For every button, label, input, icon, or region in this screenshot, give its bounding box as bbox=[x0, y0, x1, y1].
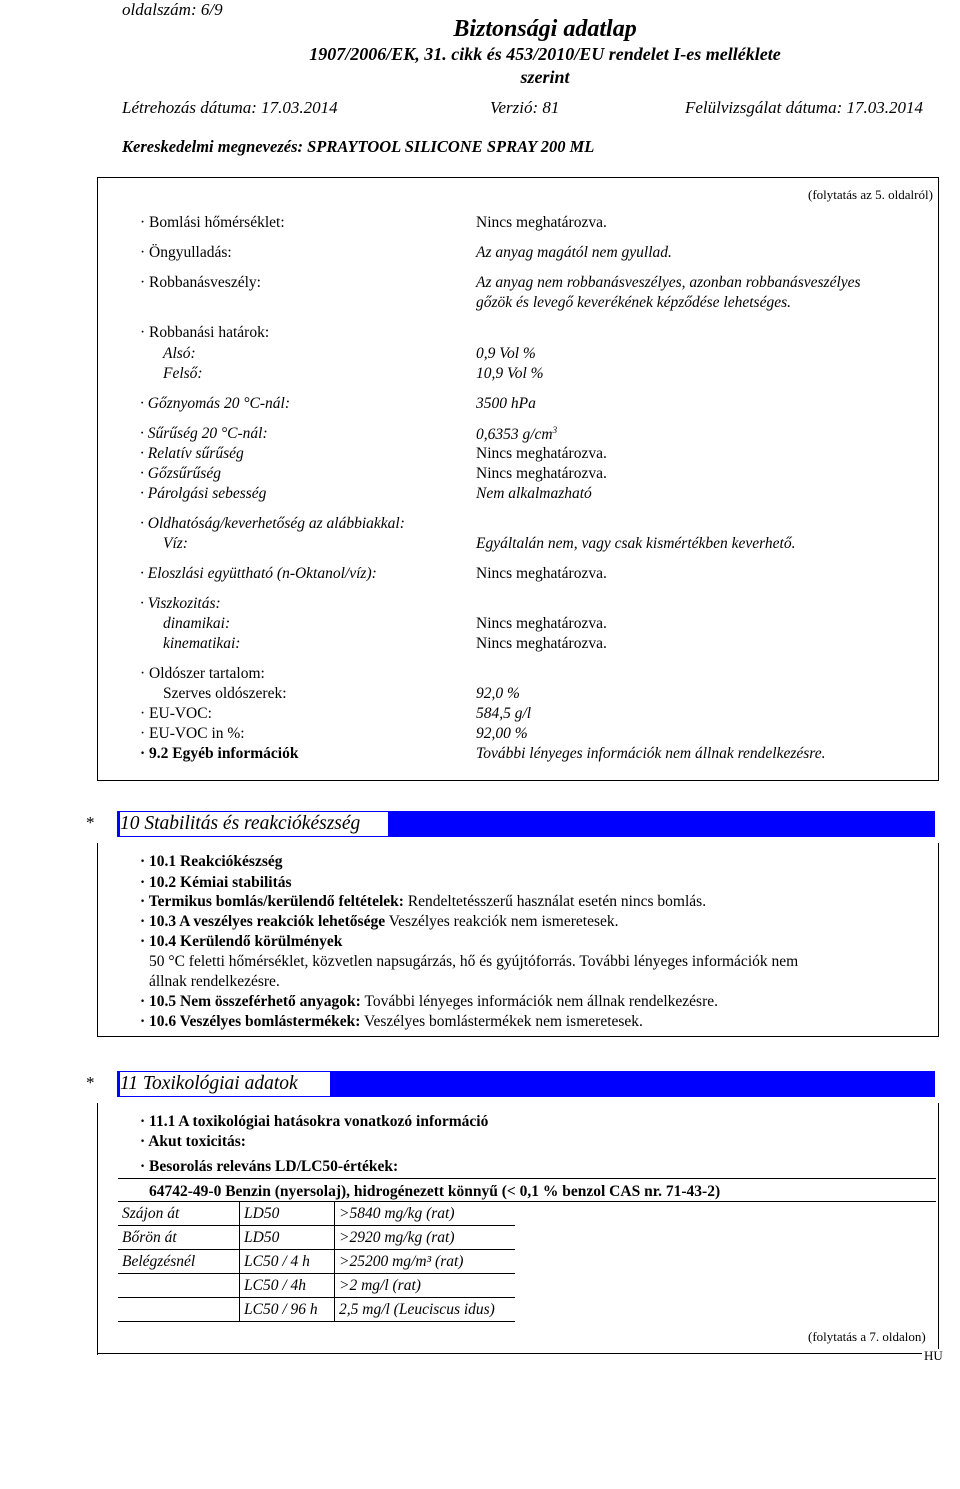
route-cell bbox=[118, 1274, 240, 1298]
prop-label: · Viszkozitás: bbox=[140, 595, 221, 612]
s10-line-bold: · 10.3 A veszélyes reakciók lehetősége bbox=[140, 913, 386, 930]
section-11-title-box bbox=[120, 1072, 330, 1096]
prop-value: Nincs meghatározva. bbox=[476, 465, 607, 482]
table-row bbox=[118, 1202, 515, 1226]
type-cell: LD50 bbox=[240, 1202, 335, 1226]
toxicity-table bbox=[118, 1202, 515, 1322]
prop-label: · Robbanásveszély: bbox=[140, 274, 261, 291]
prop-value: Nincs meghatározva. bbox=[476, 635, 607, 652]
route-cell bbox=[118, 1298, 240, 1322]
trade-name: Kereskedelmi megnevezés: SPRAYTOOL SILICONE SPRAY 200 ML bbox=[122, 137, 595, 156]
table-top-rule bbox=[118, 1178, 936, 1179]
density-value: 0,6353 g/cm bbox=[476, 426, 553, 444]
prop-label: · EU-VOC: bbox=[140, 705, 212, 722]
document-title: Biztonsági adatlap bbox=[453, 16, 637, 42]
route-cell: Szájon át bbox=[118, 1202, 240, 1226]
section-10-title-box bbox=[120, 812, 388, 836]
prop-value: Nincs meghatározva. bbox=[476, 565, 607, 582]
prop-label: · Párolgási sebesség bbox=[140, 485, 267, 502]
prop-value-cont: gőzök és levegő keverékének képződése lehetséges. bbox=[476, 294, 791, 311]
type-cell: LC50 / 4h bbox=[240, 1274, 335, 1298]
s10-line-bold: · 10.6 Veszélyes bomlástermékek: bbox=[140, 1013, 361, 1030]
prop-value bbox=[476, 425, 557, 444]
prop-sublabel: Szerves oldószerek: bbox=[163, 685, 287, 702]
prop-sublabel: Felső: bbox=[163, 365, 203, 382]
page-number: oldalszám: 6/9 bbox=[122, 0, 223, 19]
s10-line bbox=[140, 893, 706, 911]
value-cell: >25200 mg/m³ (rat) bbox=[335, 1250, 516, 1274]
substance-name: 64742-49-0 Benzin (nyersolaj), hidrogénezett könnyű (< 0,1 % benzol CAS nr. 71-43-2) bbox=[149, 1183, 721, 1200]
s10-line: állnak rendelkezésre. bbox=[149, 973, 280, 990]
table-row bbox=[118, 1274, 515, 1298]
change-marker: * bbox=[86, 1073, 95, 1092]
prop-label: · Oldhatóság/keverhetőség az alábbiakkal: bbox=[140, 515, 405, 532]
prop-value: Nincs meghatározva. bbox=[476, 615, 607, 632]
type-cell: LD50 bbox=[240, 1226, 335, 1250]
version: Verzió: 81 bbox=[490, 98, 560, 117]
type-cell: LC50 / 96 h bbox=[240, 1298, 335, 1322]
s10-line-text: Veszélyes bomlástermékek nem ismeretesek. bbox=[360, 1013, 643, 1030]
prop-value: Nincs meghatározva. bbox=[476, 214, 607, 231]
s10-line-bold: · 10.5 Nem összeférhető anyagok: bbox=[140, 993, 361, 1010]
document-subtitle: 1907/2006/EK, 31. cikk és 453/2010/EU rendelet I-es melléklete bbox=[309, 44, 781, 64]
language-code: HU bbox=[924, 1348, 943, 1363]
route-cell: Bőrön át bbox=[118, 1226, 240, 1250]
s10-line bbox=[140, 913, 619, 931]
table-row bbox=[118, 1298, 515, 1322]
section-10-header bbox=[117, 811, 935, 837]
prop-label: · Robbanási határok: bbox=[140, 324, 270, 341]
value-cell: >5840 mg/kg (rat) bbox=[335, 1202, 516, 1226]
prop-label: · Relatív sűrűség bbox=[140, 445, 244, 462]
s10-line-bold: · Termikus bomlás/kerülendő feltételek: bbox=[140, 893, 404, 910]
value-cell: 2,5 mg/l (Leuciscus idus) bbox=[335, 1298, 516, 1322]
continued-from: (folytatás az 5. oldalról) bbox=[808, 187, 933, 202]
revised-date: Felülvizsgálat dátuma: 17.03.2014 bbox=[685, 98, 923, 117]
prop-label: · Öngyulladás: bbox=[140, 244, 232, 261]
density-unit-exponent: 3 bbox=[552, 425, 558, 435]
table-row bbox=[118, 1226, 515, 1250]
prop-label: · Oldószer tartalom: bbox=[140, 665, 265, 682]
prop-label: · Gőzsűrűség bbox=[140, 465, 221, 482]
prop-value: 584,5 g/l bbox=[476, 705, 532, 722]
s11-line: · Akut toxicitás: bbox=[140, 1133, 246, 1150]
document-subtitle-2: szerint bbox=[520, 67, 570, 87]
prop-value: Nincs meghatározva. bbox=[476, 445, 607, 462]
table-row bbox=[118, 1250, 515, 1274]
section-10-title: 10 Stabilitás és reakciókészség bbox=[120, 813, 361, 834]
s10-line-text: További lényeges információk nem állnak rendelkezésre. bbox=[360, 993, 718, 1010]
prop-label: · 9.2 Egyéb információk bbox=[140, 745, 299, 762]
s10-line bbox=[140, 1013, 643, 1031]
prop-value: 3500 hPa bbox=[476, 395, 536, 412]
prop-value: Egyáltalán nem, vagy csak kismértékben keverhető. bbox=[476, 535, 796, 552]
prop-label: · Eloszlási együttható (n-Oktanol/víz): bbox=[140, 565, 377, 582]
prop-value: 10,9 Vol % bbox=[476, 365, 544, 382]
s11-line: · 11.1 A toxikológiai hatásokra vonatkozó információ bbox=[140, 1113, 489, 1130]
prop-value: 92,0 % bbox=[476, 685, 520, 702]
prop-sublabel: Víz: bbox=[163, 535, 188, 552]
prop-value: Nem alkalmazható bbox=[476, 485, 592, 502]
prop-sublabel: kinematikai: bbox=[163, 635, 241, 652]
s10-line-text: Veszélyes reakciók nem ismeretesek. bbox=[385, 913, 619, 930]
route-cell: Belégzésnél bbox=[118, 1250, 240, 1274]
s10-line: · 10.1 Reakciókészség bbox=[140, 853, 283, 870]
value-cell: >2920 mg/kg (rat) bbox=[335, 1226, 516, 1250]
change-marker: * bbox=[86, 813, 95, 832]
prop-value: További lényeges információk nem állnak rendelkezésre. bbox=[476, 745, 826, 762]
s10-line-text: Rendeltetésszerű használat esetén nincs bomlás. bbox=[403, 893, 707, 910]
prop-value: 92,00 % bbox=[476, 725, 528, 742]
prop-label: · Sűrűség 20 °C-nál: bbox=[140, 425, 268, 442]
prop-label: · EU-VOC in %: bbox=[140, 725, 245, 742]
s10-line: · 10.2 Kémiai stabilitás bbox=[140, 874, 292, 891]
prop-label: · Gőznyomás 20 °C-nál: bbox=[140, 395, 290, 412]
prop-value: Az anyag nem robbanásveszélyes, azonban robbanásveszélyes bbox=[476, 274, 861, 291]
continued-on: (folytatás a 7. oldalon) bbox=[808, 1329, 926, 1344]
prop-value: Az anyag magától nem gyullad. bbox=[476, 244, 672, 261]
s10-line bbox=[140, 993, 718, 1011]
prop-sublabel: Alsó: bbox=[163, 345, 196, 362]
section-11-header bbox=[117, 1071, 935, 1097]
s11-line: · Besorolás releváns LD/LC50-értékek: bbox=[140, 1158, 399, 1175]
prop-sublabel: dinamikai: bbox=[163, 615, 231, 632]
type-cell: LC50 / 4 h bbox=[240, 1250, 335, 1274]
footer-rule bbox=[97, 1353, 939, 1354]
prop-value: 0,9 Vol % bbox=[476, 345, 536, 362]
section-11-title: 11 Toxikológiai adatok bbox=[120, 1073, 298, 1094]
value-cell: >2 mg/l (rat) bbox=[335, 1274, 516, 1298]
s10-line: · 10.4 Kerülendő körülmények bbox=[140, 933, 343, 950]
prop-label: · Bomlási hőmérséklet: bbox=[140, 214, 285, 231]
created-date: Létrehozás dátuma: 17.03.2014 bbox=[122, 98, 338, 117]
s10-line: 50 °C feletti hőmérséklet, közvetlen napsugárzás, hő és gyújtóforrás. További lényeges információk nem bbox=[149, 953, 799, 970]
